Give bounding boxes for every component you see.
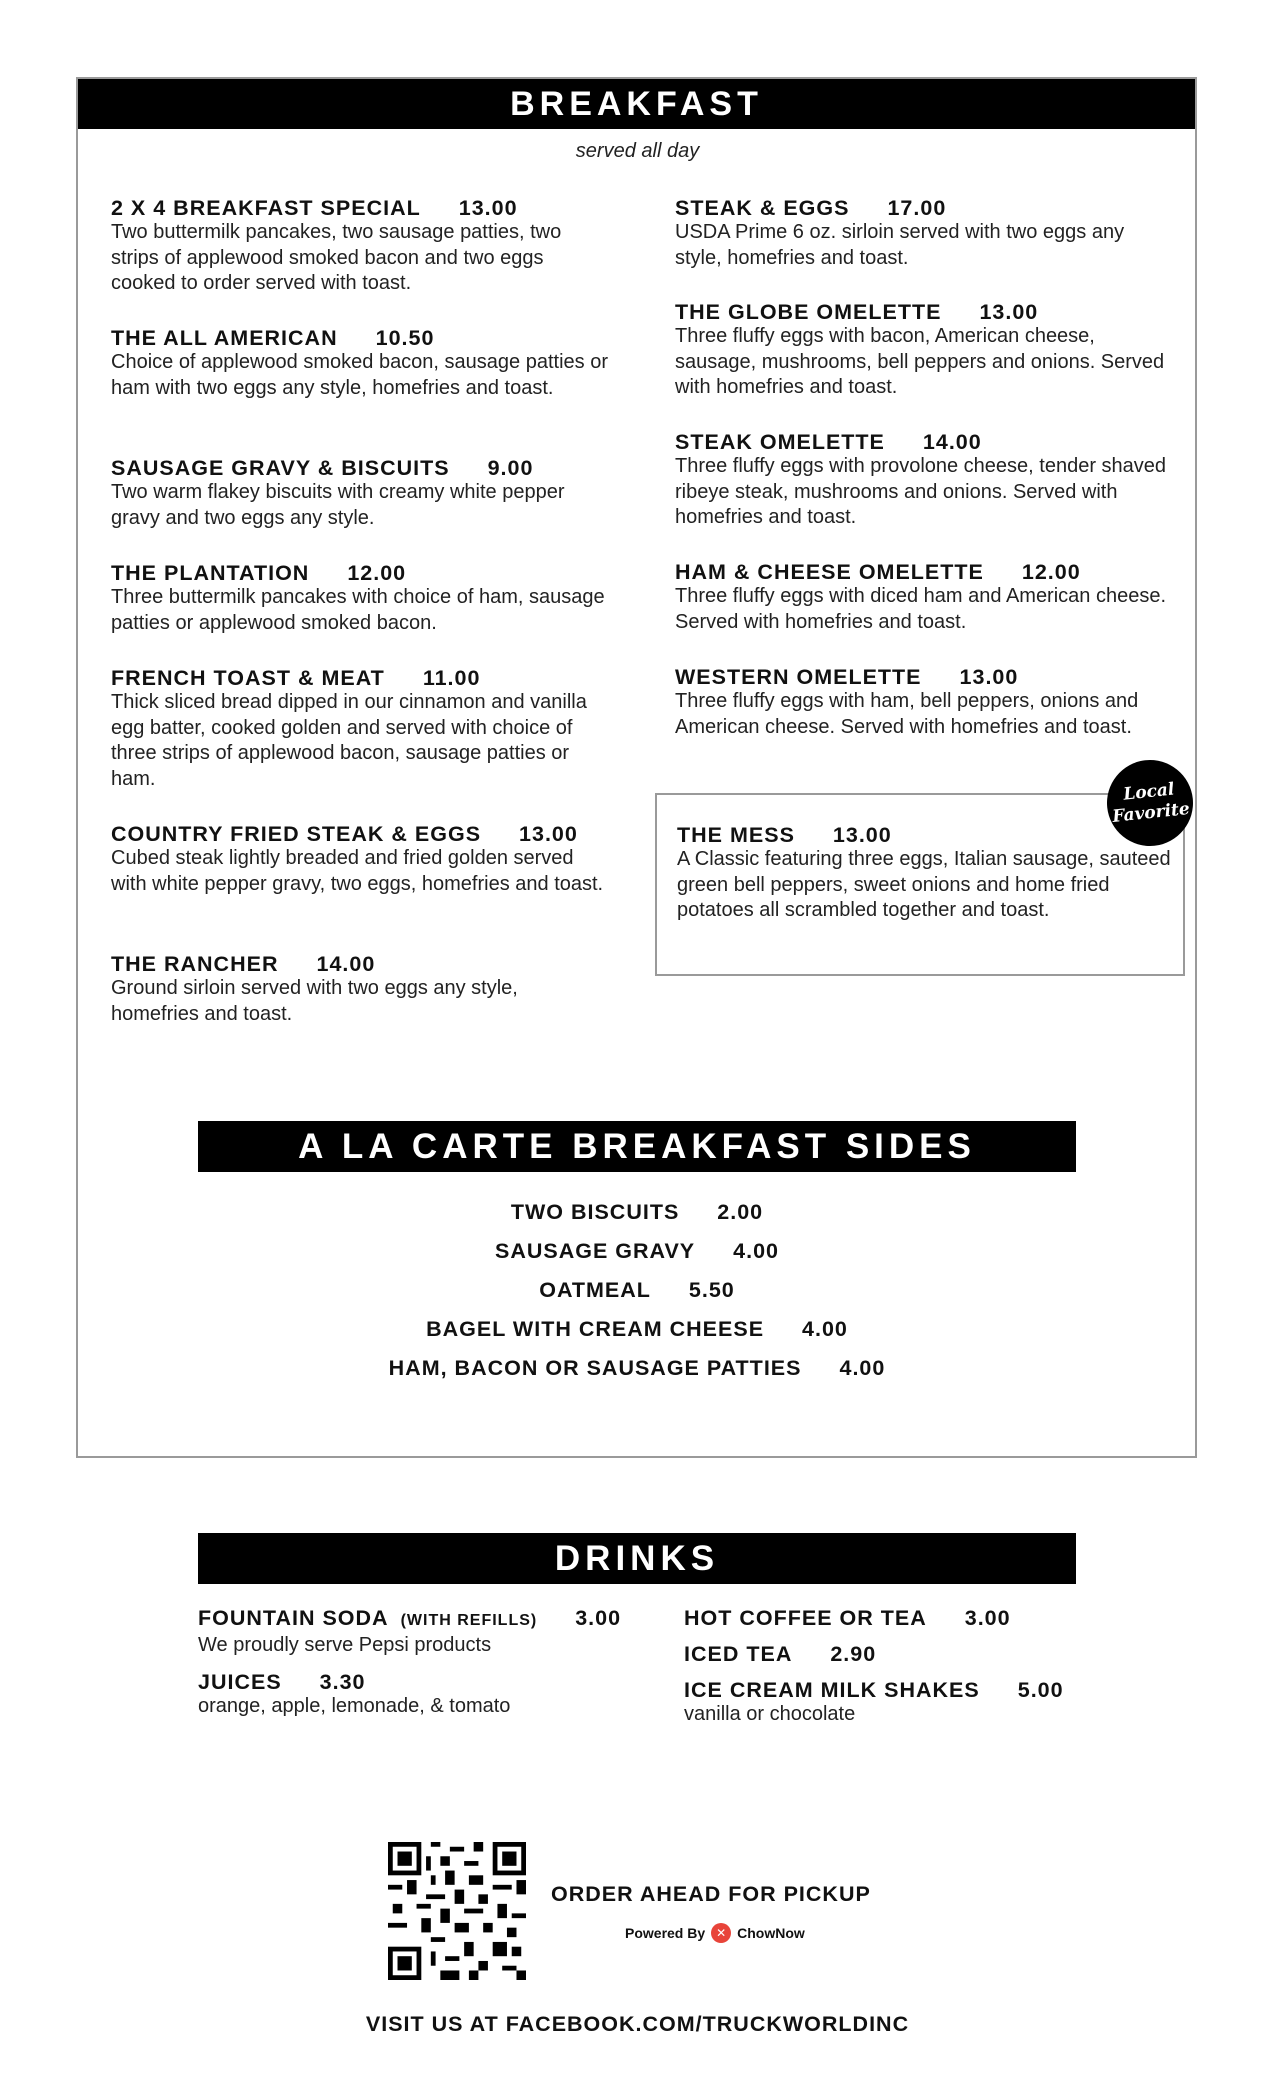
drink-name: ICE CREAM MILK SHAKES [684, 1678, 980, 1702]
menu-item [111, 822, 611, 897]
menu-item [111, 456, 611, 531]
drinks-left-column [198, 1606, 622, 1731]
side-name: HAM, BACON OR SAUSAGE PATTIES [388, 1356, 802, 1380]
item-price: 13.00 [458, 196, 518, 220]
powered-by-label: Powered By [625, 1925, 706, 1941]
drink-item [198, 1606, 622, 1658]
side-item [198, 1271, 1076, 1310]
drink-price: 3.00 [964, 1606, 1011, 1630]
drink-price: 3.00 [575, 1606, 622, 1630]
item-name: STEAK & EGGS [675, 196, 850, 220]
item-price: 10.50 [375, 326, 435, 350]
item-price: 9.00 [487, 456, 534, 480]
item-price: 12.00 [347, 561, 407, 585]
order-ahead-label: ORDER AHEAD FOR PICKUP [551, 1882, 871, 1906]
badge-line-2: Favorite [1111, 798, 1191, 827]
side-price: 4.00 [733, 1239, 780, 1263]
visit-facebook-link[interactable]: VISIT US AT FACEBOOK.COM/TRUCKWORLDINC [365, 2012, 910, 2036]
drink-item [684, 1678, 1084, 1727]
side-item [198, 1193, 1076, 1232]
item-price: 17.00 [887, 196, 947, 220]
item-description: Two buttermilk pancakes, two sausage patties, two strips of applewood smoked bacon and two eggs cooked to order served with toast. [111, 221, 562, 294]
item-name: THE GLOBE OMELETTE [675, 300, 942, 324]
item-name: HAM & CHEESE OMELETTE [675, 560, 984, 584]
drink-price: 3.30 [319, 1670, 366, 1694]
breakfast-subtitle: served all day [575, 140, 700, 162]
item-description: Three buttermilk pancakes with choice of ham, sausage patties or applewood smoked bacon. [111, 586, 605, 634]
side-price: 5.50 [688, 1278, 735, 1302]
side-name: BAGEL WITH CREAM CHEESE [426, 1317, 765, 1341]
drink-item [684, 1606, 1084, 1630]
breakfast-heading: BREAKFAST [78, 79, 1195, 129]
drinks-right-column [684, 1606, 1084, 1739]
side-item [198, 1310, 1076, 1349]
badge-line-1: Local [1122, 779, 1176, 805]
drink-price: 5.00 [1017, 1678, 1064, 1702]
menu-item [675, 665, 1175, 740]
menu-item [675, 430, 1175, 531]
qr-code-icon[interactable] [388, 1842, 526, 1980]
item-description: Thick sliced bread dipped in our cinnamon and vanilla egg batter, cooked golden and served with choice of three strips of applewood bacon, sausage patties or ham. [111, 691, 587, 790]
chownow-logo-icon: ✕ [711, 1923, 731, 1943]
item-description: Three fluffy eggs with diced ham and American cheese. Served with homefries and toast. [675, 585, 1167, 633]
side-name: OATMEAL [539, 1278, 651, 1302]
item-name: SAUSAGE GRAVY & BISCUITS [111, 456, 450, 480]
drink-note: (WITH REFILLS) [400, 1612, 538, 1629]
item-description: Three fluffy eggs with bacon, American cheese, sausage, mushrooms, bell peppers and onions. Served with homefries and toast. [675, 325, 1165, 398]
side-price: 4.00 [802, 1317, 848, 1341]
menu-item [111, 326, 611, 401]
menu-item [111, 561, 611, 636]
side-price: 2.00 [717, 1200, 764, 1224]
item-name: STEAK OMELETTE [675, 430, 885, 454]
item-price: 13.00 [832, 823, 892, 847]
item-price: 13.00 [979, 300, 1039, 324]
side-name: TWO BISCUITS [510, 1200, 680, 1224]
item-name: THE ALL AMERICAN [111, 326, 338, 350]
sides-list [198, 1193, 1076, 1388]
menu-item [675, 560, 1175, 635]
item-description: Two warm flakey biscuits with creamy white pepper gravy and two eggs any style. [111, 481, 565, 529]
item-name: THE PLANTATION [111, 561, 310, 585]
drink-name: HOT COFFEE OR TEA [684, 1606, 927, 1630]
drink-item [198, 1670, 618, 1719]
item-price: 14.00 [922, 430, 982, 454]
item-name: THE RANCHER [111, 952, 279, 976]
side-item [198, 1232, 1076, 1271]
item-name: FRENCH TOAST & MEAT [111, 666, 385, 690]
item-name: COUNTRY FRIED STEAK & EGGS [111, 822, 482, 846]
item-description: Choice of applewood smoked bacon, sausage patties or ham with two eggs any style, homefries and toast. [111, 351, 608, 399]
drinks-heading: DRINKS [198, 1533, 1076, 1584]
menu-item [675, 196, 1175, 271]
drink-name: ICED TEA [684, 1642, 793, 1666]
item-description: A Classic featuring three eggs, Italian sausage, sauteed green bell peppers, sweet onions and home fried potatoes all scrambled together and toast. [677, 848, 1171, 921]
item-price: 11.00 [422, 666, 481, 690]
provider-name: ChowNow [737, 1925, 805, 1941]
side-name: SAUSAGE GRAVY [494, 1239, 696, 1263]
drink-name: JUICES [198, 1670, 282, 1694]
menu-item [675, 300, 1175, 401]
sides-heading: A LA CARTE BREAKFAST SIDES [198, 1121, 1076, 1172]
drink-description: orange, apple, lemonade, & tomato [198, 1695, 511, 1717]
side-item [198, 1349, 1076, 1388]
drink-description: vanilla or chocolate [684, 1703, 856, 1725]
item-description: USDA Prime 6 oz. sirloin served with two eggs any style, homefries and toast. [675, 221, 1125, 269]
item-name: THE MESS [677, 823, 795, 847]
item-name: 2 X 4 BREAKFAST SPECIAL [111, 196, 421, 220]
item-description: Ground sirloin served with two eggs any style, homefries and toast. [111, 977, 518, 1025]
item-price: 13.00 [519, 822, 578, 846]
item-description: Cubed steak lightly breaded and fried golden served with white pepper gravy, two eggs, homefries and toast. [111, 847, 604, 895]
drink-description: We proudly serve Pepsi products [198, 1634, 492, 1656]
featured-item-box [655, 793, 1185, 976]
item-name: WESTERN OMELETTE [675, 665, 922, 689]
menu-item [111, 952, 611, 1027]
side-price: 4.00 [839, 1356, 886, 1380]
menu-item [111, 666, 611, 792]
drink-name: FOUNTAIN SODA [198, 1606, 389, 1630]
powered-by [625, 1923, 805, 1943]
item-price: 14.00 [316, 952, 376, 976]
drink-item [684, 1642, 1084, 1666]
item-description: Three fluffy eggs with provolone cheese, tender shaved ribeye steak, mushrooms and onions. Served with homefries and toast. [675, 455, 1167, 528]
drink-price: 2.90 [830, 1642, 877, 1666]
menu-item [111, 196, 611, 297]
item-price: 13.00 [959, 665, 1019, 689]
item-price: 12.00 [1021, 560, 1081, 584]
item-description: Three fluffy eggs with ham, bell peppers, onions and American cheese. Served with homefries and toast. [675, 690, 1139, 738]
